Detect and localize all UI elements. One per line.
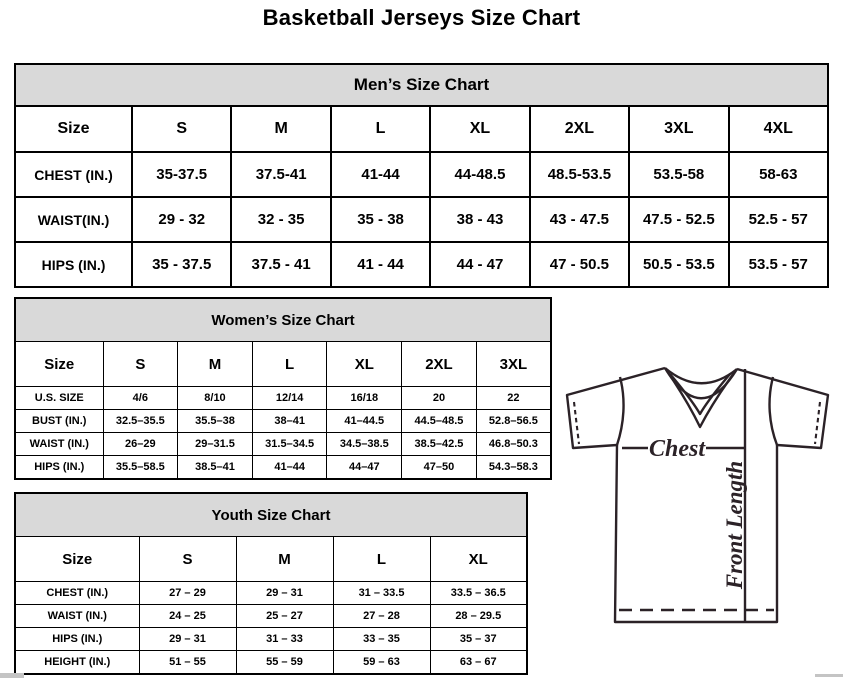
mens-row-label-chest: CHEST (IN.) [15,152,132,197]
youth-row-label-chest: CHEST (IN.) [15,582,139,605]
mens-cell: 37.5-41 [231,152,330,197]
mens-cell: 44-48.5 [430,152,529,197]
table-row [15,242,828,287]
mens-cell: 41 - 44 [331,242,430,287]
womens-cell: 44–47 [327,456,402,480]
youth-cell: 55 – 59 [236,651,333,675]
womens-cell: 31.5–34.5 [252,433,327,456]
womens-cell: 41–44 [252,456,327,480]
mens-cell: 32 - 35 [231,197,330,242]
youth-row-label-waist: WAIST (IN.) [15,605,139,628]
mens-cell: 44 - 47 [430,242,529,287]
mens-col-header-size: Size [15,106,132,152]
mens-cell: 47.5 - 52.5 [629,197,728,242]
womens-cell: 22 [476,387,551,410]
womens-cell: 47–50 [402,456,477,480]
womens-table-header: Women’s Size Chart [15,298,551,342]
mens-col-header-l: L [331,106,430,152]
mens-cell: 52.5 - 57 [729,197,828,242]
womens-cell: 38–41 [252,410,327,433]
youth-cell: 59 – 63 [333,651,430,675]
mens-cell: 35-37.5 [132,152,231,197]
womens-col-header-m: M [178,342,253,387]
mens-size-chart-table [14,63,829,288]
youth-cell: 29 – 31 [236,582,333,605]
womens-row-label-hips: HIPS (IN.) [15,456,103,480]
mens-cell: 35 - 37.5 [132,242,231,287]
mens-col-header-3xl: 3XL [629,106,728,152]
youth-col-header-l: L [333,537,430,582]
table-row [15,456,551,480]
womens-row-label-ussize: U.S. SIZE [15,387,103,410]
womens-cell: 8/10 [178,387,253,410]
womens-cell: 35.5–38 [178,410,253,433]
womens-cell: 35.5–58.5 [103,456,178,480]
womens-col-header-xl: XL [327,342,402,387]
youth-cell: 29 – 31 [139,628,236,651]
page-title: Basketball Jerseys Size Chart [262,5,581,30]
womens-cell: 4/6 [103,387,178,410]
mens-col-header-4xl: 4XL [729,106,828,152]
womens-cell: 20 [402,387,477,410]
womens-cell: 44.5–48.5 [402,410,477,433]
mens-cell: 35 - 38 [331,197,430,242]
womens-col-header-l: L [252,342,327,387]
youth-col-header-s: S [139,537,236,582]
youth-cell: 25 – 27 [236,605,333,628]
youth-size-chart-table [14,492,528,675]
youth-cell: 24 – 25 [139,605,236,628]
table-row [15,387,551,410]
womens-col-header-2xl: 2XL [402,342,477,387]
table-row [15,433,551,456]
womens-cell: 29–31.5 [178,433,253,456]
womens-col-header-size: Size [15,342,103,387]
table-row [15,410,551,433]
womens-cell: 38.5–42.5 [402,433,477,456]
mens-cell: 43 - 47.5 [530,197,629,242]
mens-cell: 38 - 43 [430,197,529,242]
womens-cell: 46.8–50.3 [476,433,551,456]
youth-cell: 33 – 35 [333,628,430,651]
table-row [15,628,527,651]
mens-col-header-xl: XL [430,106,529,152]
front-length-label: Front Length [722,460,747,590]
mens-col-header-s: S [132,106,231,152]
womens-col-header-3xl: 3XL [476,342,551,387]
womens-cell: 52.8–56.5 [476,410,551,433]
womens-cell: 34.5–38.5 [327,433,402,456]
youth-cell: 35 – 37 [430,628,527,651]
mens-cell: 47 - 50.5 [530,242,629,287]
womens-size-chart-table [14,297,552,480]
mens-cell: 29 - 32 [132,197,231,242]
womens-cell: 32.5–35.5 [103,410,178,433]
table-row [15,582,527,605]
youth-cell: 27 – 29 [139,582,236,605]
womens-row-label-bust: BUST (IN.) [15,410,103,433]
horizontal-scrollbar-fragment-right[interactable] [815,674,843,677]
youth-cell: 63 – 67 [430,651,527,675]
womens-cell: 12/14 [252,387,327,410]
womens-cell: 54.3–58.3 [476,456,551,480]
mens-row-label-hips: HIPS (IN.) [15,242,132,287]
mens-table-header: Men’s Size Chart [15,64,828,106]
mens-cell: 41-44 [331,152,430,197]
mens-col-header-m: M [231,106,330,152]
jersey-measurement-diagram [556,352,840,644]
mens-cell: 50.5 - 53.5 [629,242,728,287]
mens-cell: 58-63 [729,152,828,197]
mens-cell: 37.5 - 41 [231,242,330,287]
jersey-outline [567,368,828,622]
youth-row-label-height: HEIGHT (IN.) [15,651,139,675]
womens-row-label-waist: WAIST (IN.) [15,433,103,456]
youth-col-header-xl: XL [430,537,527,582]
mens-cell: 53.5-58 [629,152,728,197]
mens-col-header-2xl: 2XL [530,106,629,152]
table-row [15,605,527,628]
mens-row-label-waist: WAIST(IN.) [15,197,132,242]
table-row [15,197,828,242]
womens-cell: 41–44.5 [327,410,402,433]
table-row [15,651,527,675]
horizontal-scrollbar-fragment-left[interactable] [0,673,24,678]
womens-cell: 16/18 [327,387,402,410]
mens-cell: 48.5-53.5 [530,152,629,197]
chest-label: Chest [648,436,706,462]
youth-col-header-m: M [236,537,333,582]
youth-cell: 27 – 28 [333,605,430,628]
youth-cell: 31 – 33.5 [333,582,430,605]
table-row [15,152,828,197]
youth-cell: 28 – 29.5 [430,605,527,628]
womens-col-header-s: S [103,342,178,387]
youth-table-header: Youth Size Chart [15,493,527,537]
womens-cell: 38.5–41 [178,456,253,480]
youth-col-header-size: Size [15,537,139,582]
youth-cell: 33.5 – 36.5 [430,582,527,605]
womens-cell: 26–29 [103,433,178,456]
mens-cell: 53.5 - 57 [729,242,828,287]
youth-cell: 51 – 55 [139,651,236,675]
youth-cell: 31 – 33 [236,628,333,651]
youth-row-label-hips: HIPS (IN.) [15,628,139,651]
